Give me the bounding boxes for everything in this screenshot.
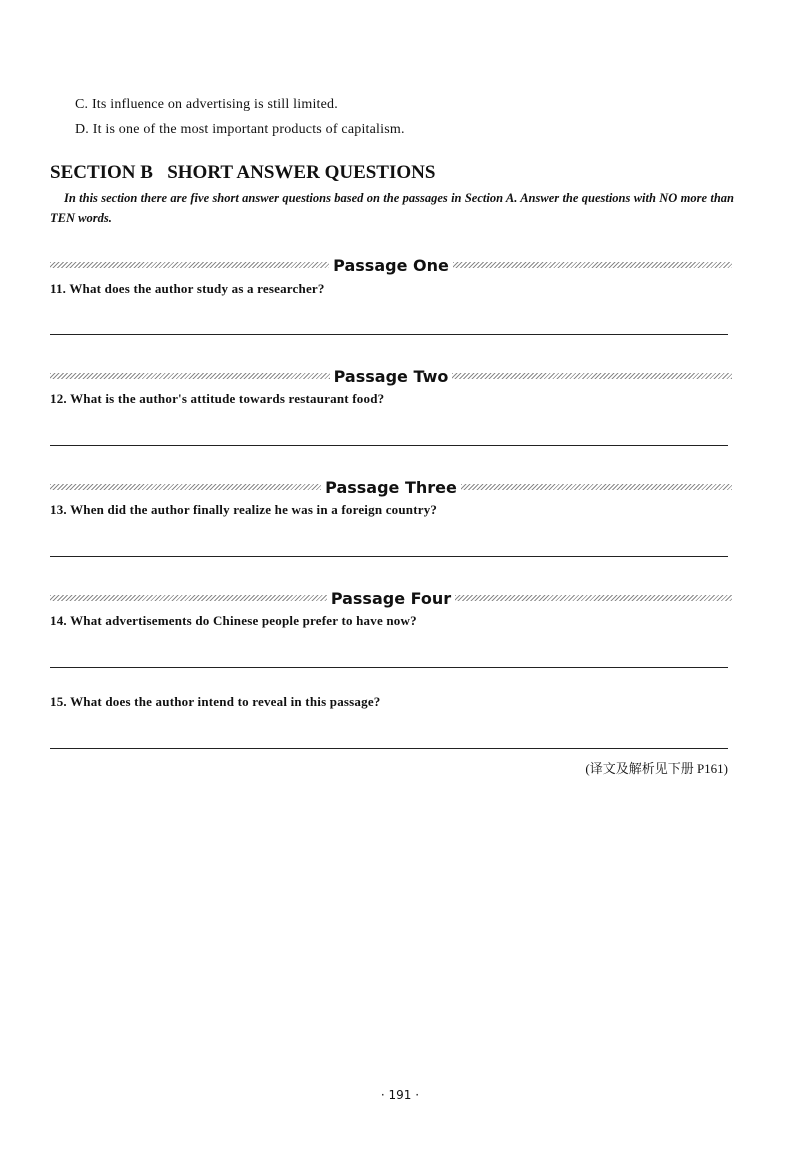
passage-banner-three [50,477,732,497]
hatch-divider [50,595,327,601]
translation-footnote: (译文及解析见下册 P161) [585,761,728,776]
question-14: 14. What advertisements do Chinese people prefer to have now? [50,613,417,628]
question-15: 15. What does the author intend to reveal in this passage? [50,694,381,709]
question-12: 12. What is the author's attitude towards restaurant food? [50,391,385,406]
hatch-divider [50,373,330,379]
section-title: SECTION B SHORT ANSWER QUESTIONS [50,162,436,183]
passage-title: Passage One [333,255,449,275]
question-11: 11. What does the author study as a researcher? [50,281,325,296]
passage-banner-two [50,366,732,386]
passage-title: Passage Two [333,366,449,386]
answer-line-15[interactable] [50,748,728,749]
section-instructions: In this section there are five short answer questions based on the passages in Section A. Answer the questions with NO more than TEN words. [50,191,734,225]
answer-line-11[interactable] [50,334,728,335]
question-13: 13. When did the author finally realize he was in a foreign country? [50,502,438,517]
hatch-divider [50,484,321,490]
answer-line-13[interactable] [50,556,728,557]
passage-banner-one [50,255,732,275]
hatch-divider [452,373,732,379]
hatch-divider [453,262,732,268]
hatch-divider [461,484,732,490]
hatch-divider [455,595,732,601]
passage-title: Passage Four [330,588,452,608]
hatch-divider [50,262,329,268]
passage-banner-four [50,588,732,608]
page-number: · 191 · [380,1088,420,1102]
option-c: C. Its influence on advertising is still limited. [75,97,338,112]
answer-line-12[interactable] [50,445,728,446]
passage-title: Passage Three [325,477,457,497]
answer-line-14[interactable] [50,667,728,668]
option-d: D. It is one of the most important products of capitalism. [75,122,405,137]
